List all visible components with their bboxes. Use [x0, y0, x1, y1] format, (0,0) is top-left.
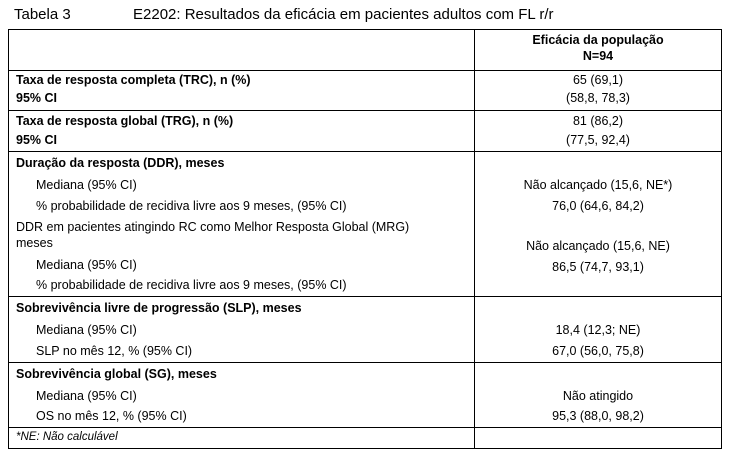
header-n: N=94 — [582, 49, 614, 63]
sg-median-value: Não atingido — [562, 389, 634, 403]
row-divider — [8, 296, 722, 297]
row-divider — [8, 110, 722, 111]
ddr-rc-median-value: 86,5 (74,7, 93,1) — [552, 260, 644, 274]
row-divider — [8, 362, 722, 363]
trc-ci-value: (58,8, 78,3) — [566, 91, 630, 105]
sg-12-label: OS no mês 12, % (95% CI) — [36, 409, 187, 423]
table-title: E2202: Resultados da eficácia em pacientes adultos com FL r/r — [133, 6, 554, 23]
ddr-header: Duração da resposta (DDR), meses — [16, 156, 225, 170]
table-border-top — [8, 29, 722, 30]
slp-median-label: Mediana (95% CI) — [36, 323, 137, 337]
table-caption — [14, 4, 720, 26]
trc-label: Taxa de resposta completa (TRC), n (%) — [16, 73, 251, 87]
ddr-rc-label-line1: DDR em pacientes atingindo RC como Melhor Resposta Global (MRG) — [16, 220, 410, 234]
trg-ci-value: (77,5, 92,4) — [566, 133, 630, 147]
trg-ci-label: 95% CI — [16, 133, 57, 147]
slp-header: Sobrevivência livre de progressão (SLP), meses — [16, 301, 302, 315]
table-border-left — [8, 29, 9, 449]
slp-12-label: SLP no mês 12, % (95% CI) — [36, 344, 193, 358]
row-divider — [8, 151, 722, 152]
table-border-bottom — [8, 448, 722, 449]
efficacy-table — [8, 29, 722, 449]
row-divider — [8, 70, 722, 71]
sg-12-value: 95,3 (88,0, 98,2) — [552, 409, 644, 423]
sg-median-label: Mediana (95% CI) — [36, 389, 137, 403]
trc-ci-label: 95% CI — [16, 91, 57, 105]
header-population: Eficácia da população — [532, 33, 664, 47]
trg-value: 81 (86,2) — [572, 114, 624, 128]
footnote: *NE: Não calculável — [16, 431, 118, 443]
sg-header: Sobrevivência global (SG), meses — [16, 367, 217, 381]
ddr-median-value: Não alcançado (15,6, NE*) — [523, 178, 673, 192]
trg-label: Taxa de resposta global (TRG), n (%) — [16, 114, 234, 128]
trc-value: 65 (69,1) — [572, 73, 624, 87]
ddr-rc-prob-label: % probabilidade de recidiva livre aos 9 meses, (95% CI) — [36, 278, 347, 292]
ddr-median-label: Mediana (95% CI) — [36, 178, 137, 192]
slp-median-value: 18,4 (12,3; NE) — [555, 323, 641, 337]
slp-12-value: 67,0 (56,0, 75,8) — [552, 344, 644, 358]
table-number: Tabela 3 — [14, 6, 71, 23]
ddr-rc-label-line2: meses — [16, 236, 53, 250]
ddr-prob-value: 76,0 (64,6, 84,2) — [552, 199, 644, 213]
ddr-rc-median-label: Mediana (95% CI) — [36, 258, 137, 272]
row-divider — [8, 427, 722, 428]
ddr-prob-label: % probabilidade de recidiva livre aos 9 meses, (95% CI) — [36, 199, 347, 213]
ddr-rc-value: Não alcançado (15,6, NE) — [526, 239, 670, 253]
